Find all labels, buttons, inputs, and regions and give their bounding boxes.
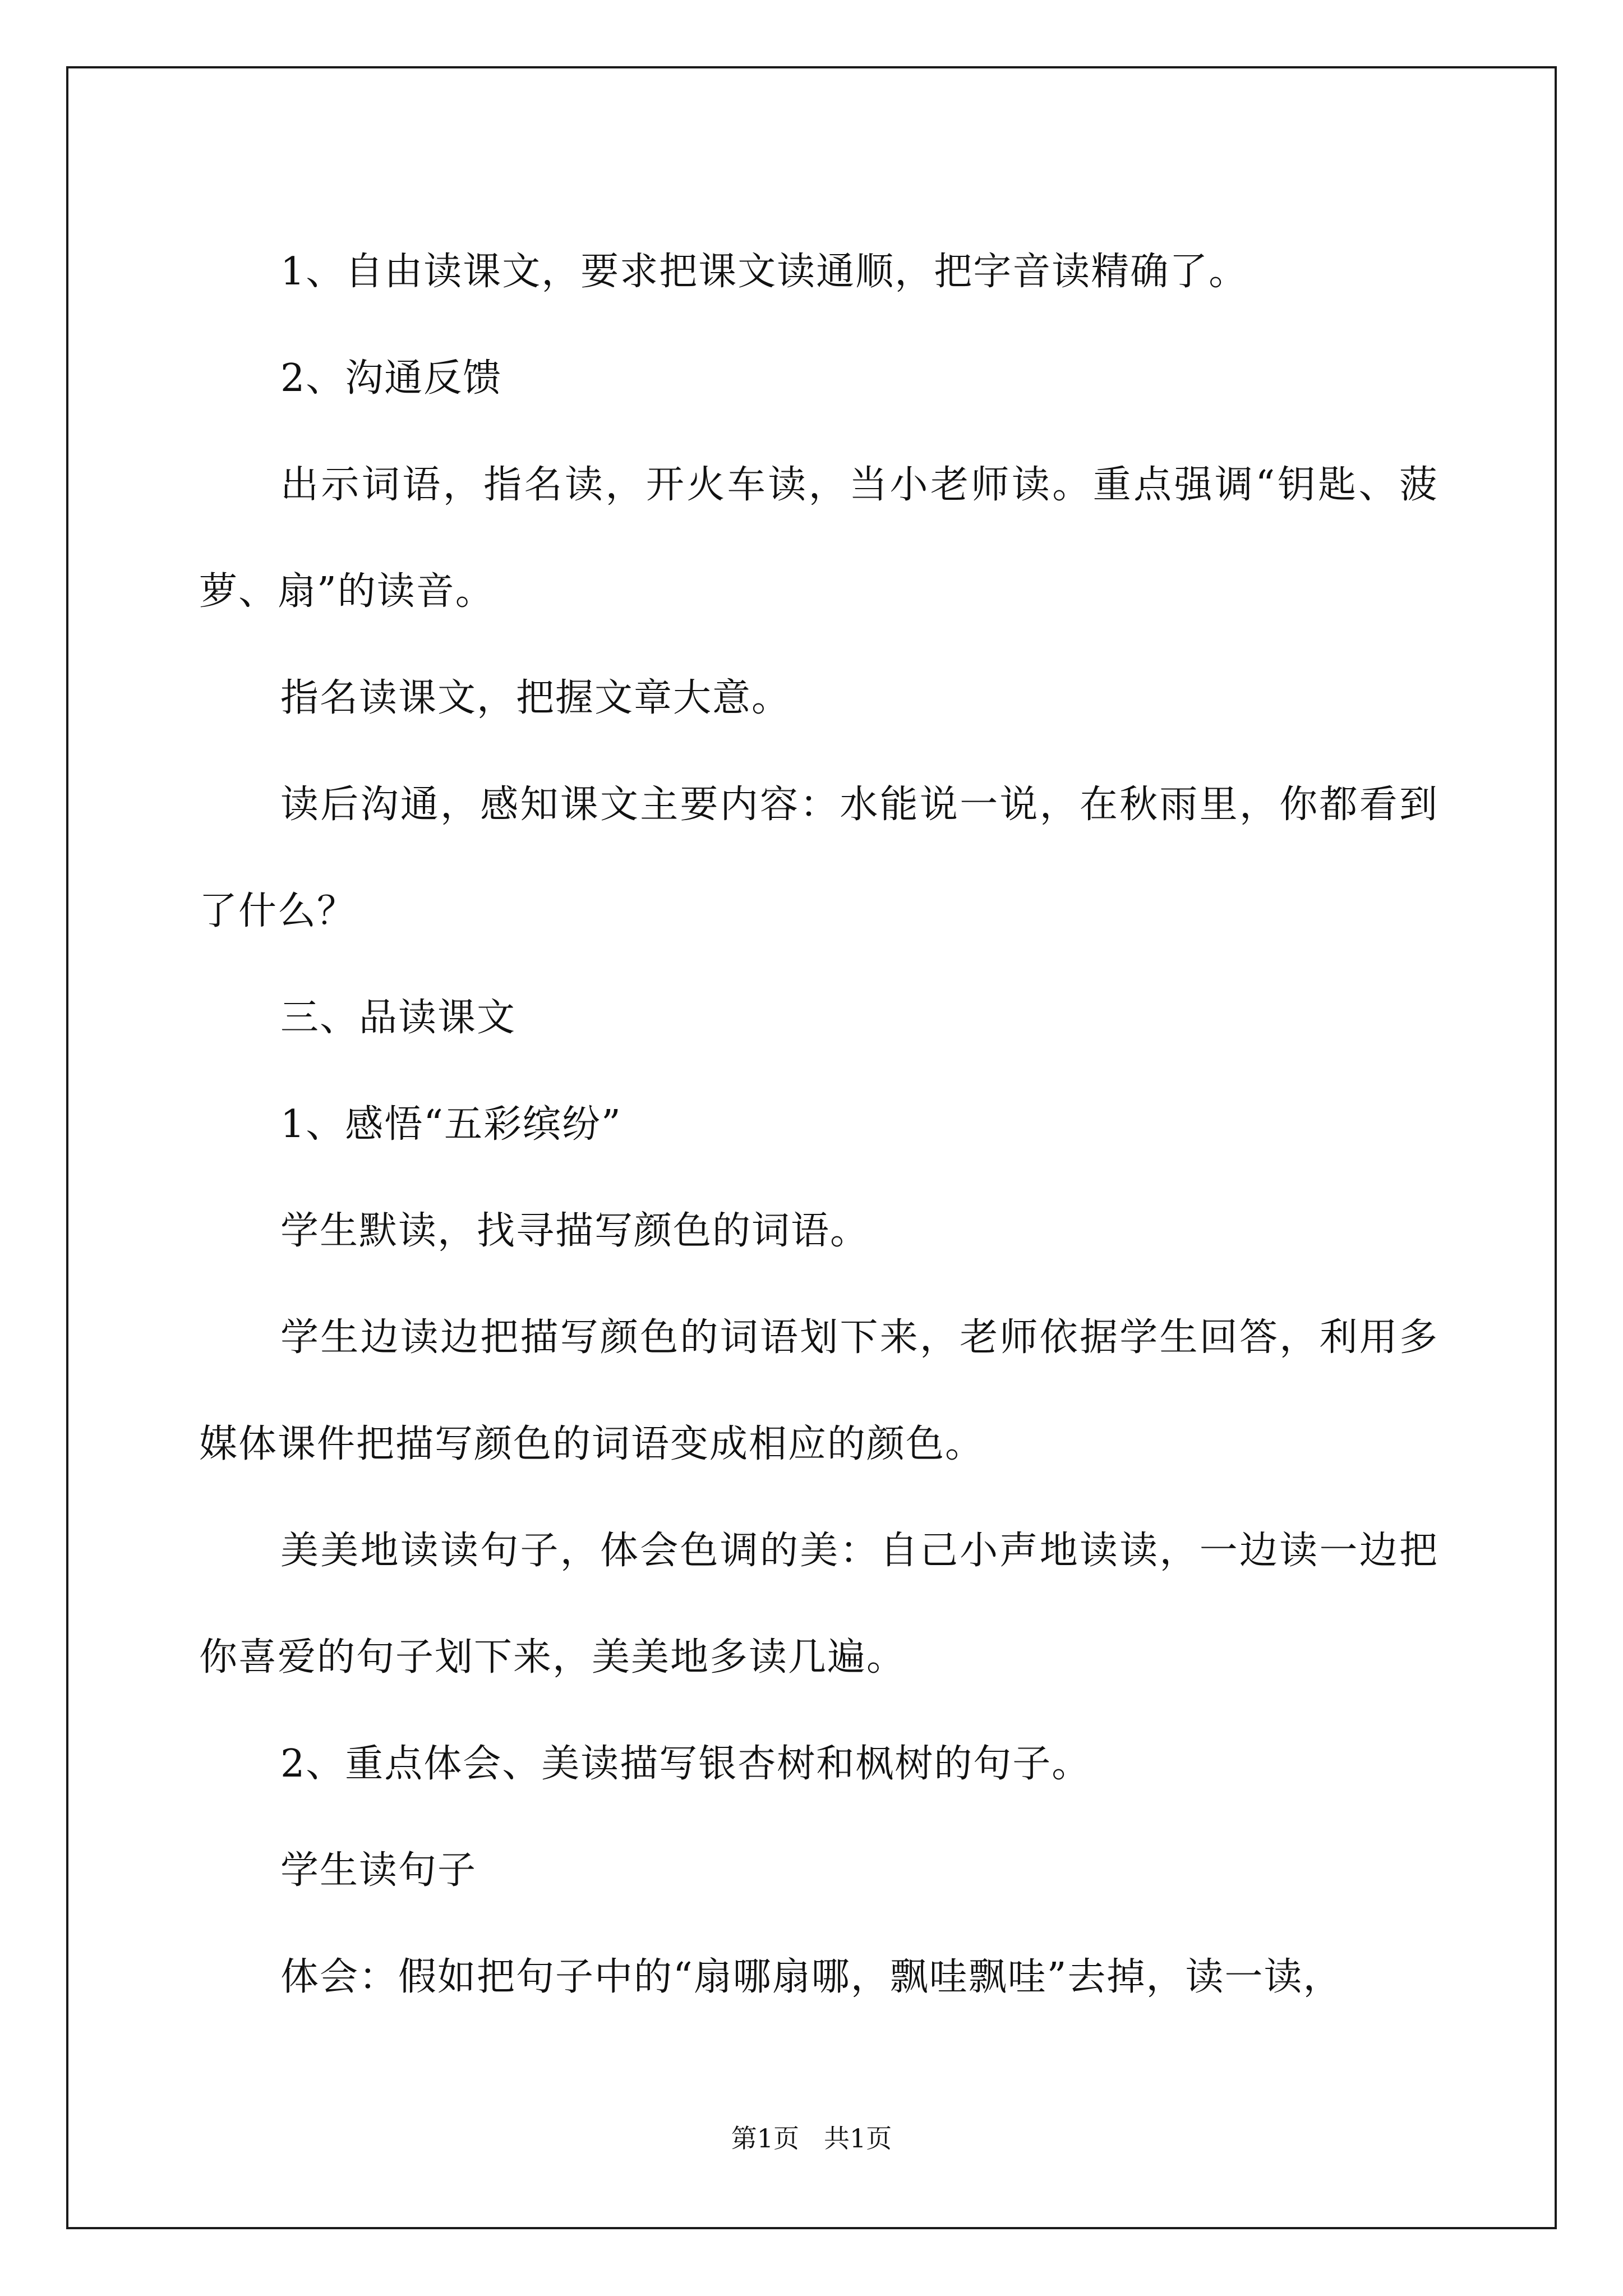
paragraph: 读后沟通，感知课文主要内容：水能说一说，在秋雨里，你都看到了什么？ [199, 783, 1438, 933]
paragraph: 2、沟通反馈 [280, 356, 502, 401]
paragraph: 学生读句子 [280, 1848, 477, 1893]
page-number-current: 第1页 [731, 2123, 800, 2154]
paragraph: 1、感悟“五彩缤纷” [280, 1102, 622, 1147]
paragraph: 学生边读边把描写颜色的词语划下来，老师依据学生回答，利用多媒体课件把描写颜色的词语变成相应的颜色。 [199, 1315, 1438, 1466]
paragraph: 1、自由读课文，要求把课文读通顺，把字音读精确了。 [280, 250, 1248, 294]
paragraph: 指名读课文，把握文章大意。 [280, 676, 791, 720]
paragraph: 2、重点体会、美读描写银杏树和枫树的句子。 [280, 1742, 1091, 1786]
page-footer [0, 2122, 1623, 2155]
section-heading: 三、品读课文 [280, 996, 517, 1040]
paragraph: 出示词语，指名读，开火车读，当小老师读。重点强调“钥匙、菠萝、扇”的读音。 [199, 463, 1438, 614]
page-number-total: 共1页 [823, 2123, 892, 2154]
paragraph: 美美地读读句子，体会色调的美：自己小声地读读，一边读一边把你喜爱的句子划下来，美美地多读几遍。 [199, 1529, 1438, 1680]
paragraph: 体会：假如把句子中的“扇哪扇哪，飘哇飘哇”去掉，读一读， [280, 1955, 1343, 1999]
paragraph: 学生默读，找寻描写颜色的词语。 [280, 1209, 870, 1253]
document-body [199, 219, 1438, 2031]
